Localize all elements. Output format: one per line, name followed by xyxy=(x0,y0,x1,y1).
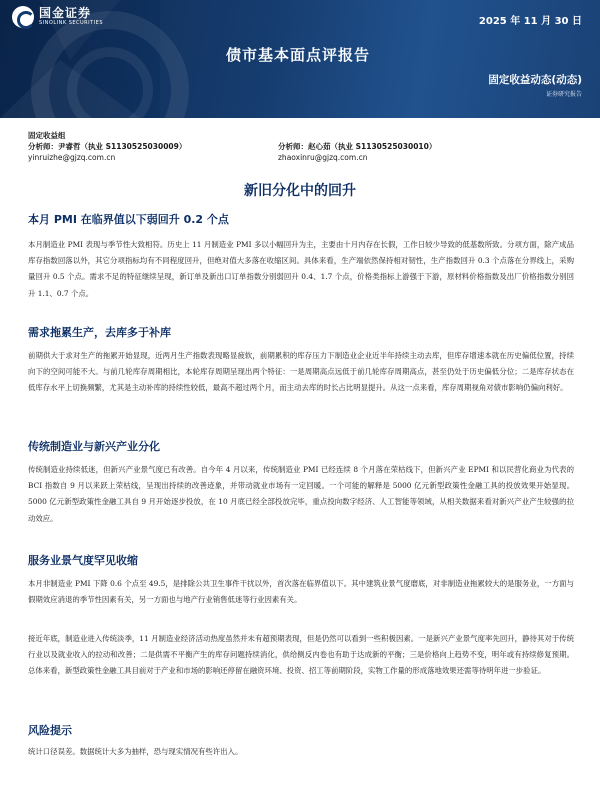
section-services-paragraph-2: 接近年底，制造业进入传统淡季，11 月制造业经济活动热度虽然并未有超预期表现，但是仍然可以看到一些积极因素。一是新兴产业景气度率先回升，静待其对于传统行业以及就业收入的拉动和改善；二是供需不平衡产生的库存问题持续消化，供给侧反内卷也有助于达成新的平衡；三是价格向上趋势不变，明年或有持续修复预期。总体来看，新型政策性金融工具目前对于产业和市场的影响还停留在融资环境、投资、招工等前期阶段，实物工作量的形成落地效果还需等待明年进一步验证。 xyxy=(28,634,574,676)
report-title: 债市基本面点评报告 xyxy=(226,46,371,64)
logo-name-cn: 国金证券 xyxy=(39,6,92,20)
section-heading-industry: 传统制造业与新兴产业分化 xyxy=(28,440,160,453)
company-logo xyxy=(12,6,103,28)
report-type: 固定收益动态(动态) xyxy=(488,74,582,86)
author-1-email[interactable]: yinruizhe@gjzq.com.cn xyxy=(28,153,116,162)
author-2-email[interactable]: zhaoxinru@gjzq.com.cn xyxy=(278,153,368,162)
logo-icon xyxy=(12,6,34,28)
section-pmi-paragraph: 本月制造业 PMI 表现与季节性大致相符。历史上 11 月制造业 PMI 多以小幅回升为主，主要由十月内存在长假，工作日较少导致的低基数所致。分项方面，除产成品库存指数回落以外，其它分项指标均有不同程度回升，但绝对值大多落在收缩区间。具体来看，生产端依然保持相对韧性，生产指数回升 0.3 个点落在分界线上，采购量回升 0.5 个点。需求不足的特征继续呈现，新订单及新出口订单指数分别弱回升 0.4、1.7 个点，价格类指标上游强于下游，原材料价格指数及出厂价格指数分别回升 1.1、0.7 个点。 xyxy=(28,240,574,298)
section-heading-risk: 风险提示 xyxy=(28,724,72,737)
section-heading-inventory: 需求拖累生产，去库多于补库 xyxy=(28,326,171,339)
section-inventory-paragraph: 前期供大于求对生产的拖累开始显现，近两月生产指数表现略显疲软，前期累积的库存压力下制造业企业近半年持续主动去库，但库存增速本就在历史偏低位置，持续向下的空间可能不大。与前几轮库存周期相比，本轮库存周期呈现出两个特征：一是周期高点远低于前几轮库存周期高点，甚至仍处于历史偏低分位；二是库存状态在低库存水平上切换频繁，尤其是主动补库的持续性较低，最高不超过两个月，而主动去库的时长占比明显提升。从这一点来看，库存周期视角对债市影响仍偏向利好。 xyxy=(28,351,574,393)
report-date: 2025 年 11 月 30 日 xyxy=(478,16,582,27)
author-block xyxy=(28,130,588,163)
author-2-line: 分析师：赵心茹（执业 S1130525030010） xyxy=(278,142,437,151)
report-subtitle: 证券研究报告 xyxy=(545,91,582,98)
section-heading-services: 服务业景气度罕见收缩 xyxy=(28,554,138,567)
author-1-line: 分析师：尹睿哲（执业 S1130525030009） xyxy=(28,142,187,151)
author-2 xyxy=(278,141,528,163)
section-heading-pmi: 本月 PMI 在临界值以下弱回升 0.2 个点 xyxy=(28,213,229,226)
section-risk-paragraph: 统计口径误差。数据统计大多为抽样，恐与现实情况有些许出入。 xyxy=(28,747,243,756)
section-industry-paragraph: 传统制造业持续低迷，但新兴产业景气度已有改善。自今年 4 月以来，传统制造业 PMI 已经连续 8 个月落在荣枯线下，但新兴产业 EPMI 和以民营化商业为代表的 BCI 指数自 9 月以来跃上荣枯线，呈现出持续的改善迹象，并带动就业市场有一定回暖。一个可能的解释是 5000 亿元新型政策性金融工具的投放效果开始显现。5000 亿元新型政策性金融工具自 9 月开始逐步投放，在 10 月底已经全部投放完毕，重点投向数字经济、人工智能等领域，从相关数据来看对新兴产业产生较强的拉动效应。 xyxy=(28,465,574,523)
group-label: 固定收益组 xyxy=(28,131,66,140)
report-header xyxy=(0,0,600,118)
section-services-paragraph-1: 本月非制造业 PMI 下降 0.6 个点至 49.5，是排除公共卫生事件干扰以外，首次落在临界值以下。其中建筑业景气度磨底，对非制造业拖累较大的是服务业，一方面与假期效应消退的季节性因素有关，另一方面也与地产行业销售低迷等行业因素有关。 xyxy=(28,579,574,605)
logo-name-en: SINOLINK SECURITIES xyxy=(39,20,103,26)
document-title: 新旧分化中的回升 xyxy=(244,183,356,199)
author-1 xyxy=(28,141,278,163)
